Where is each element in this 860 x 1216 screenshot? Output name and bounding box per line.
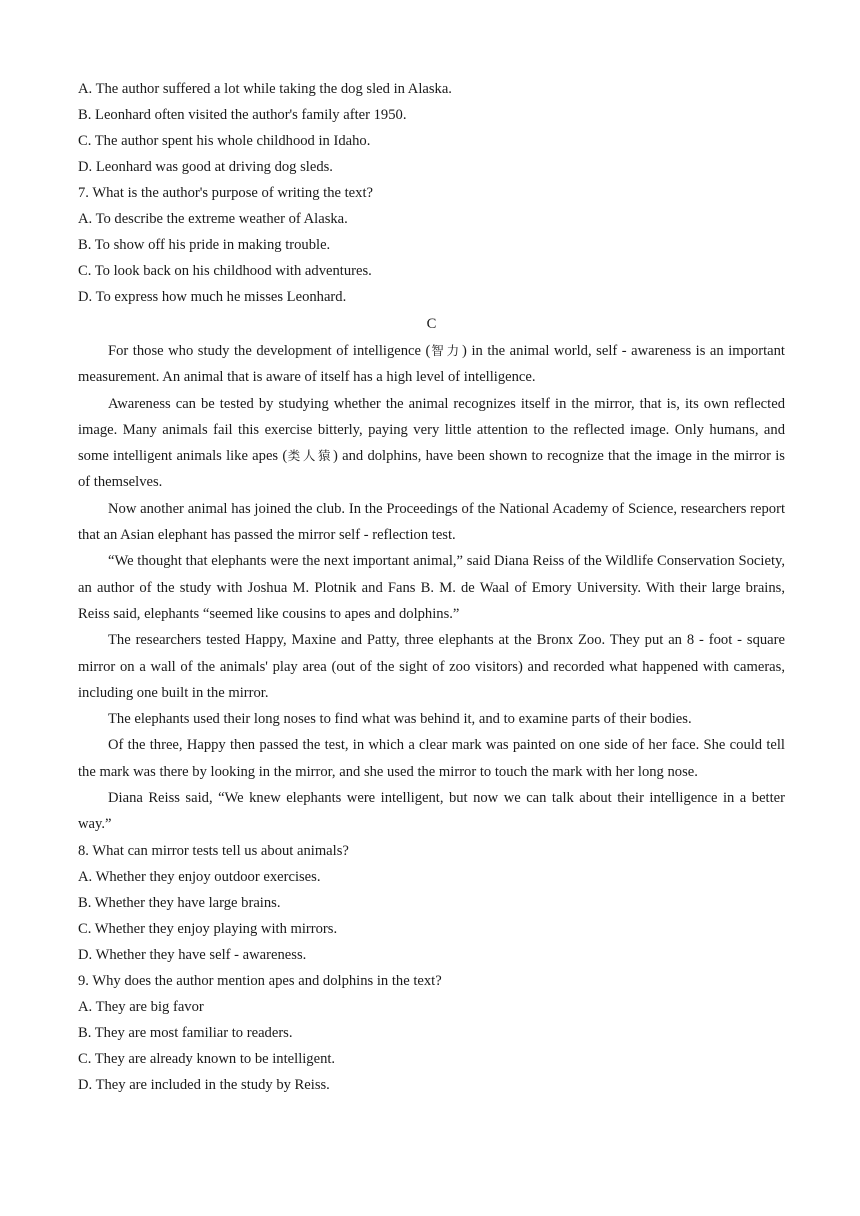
- option-a: A. The author suffered a lot while taking the dog sled in Alaska.: [78, 81, 452, 97]
- paragraph-text: For those who study the development of intelligence (: [108, 343, 431, 359]
- question-8: [78, 838, 785, 968]
- paragraph-text: ) and dolphins, have been shown to recognize that the image in the mirror is of themselves.: [78, 448, 785, 491]
- question-9: [78, 968, 785, 1098]
- option-d: D. Whether they have self - awareness.: [78, 946, 307, 963]
- option-c: C. To look back on his childhood with adventures.: [78, 263, 372, 279]
- chinese-gloss: 智力: [430, 343, 463, 358]
- section-heading: C: [426, 316, 437, 332]
- option-a: A. They are big favor: [78, 998, 204, 1015]
- question-7: [78, 180, 785, 310]
- question-text: 8. What can mirror tests tell us about animals?: [78, 842, 349, 859]
- passage-paragraph-4: “We thought that elephants were the next important animal,” said Diana Reiss of the Wildlife Conservation Society, an author of the study with Joshua M. Plotnik and Fans B. M. de Waal of Emory University. With their large brains, Reiss said, elephants “seemed like cousins to apes and dolphins.”: [78, 553, 785, 622]
- option-b: B. To show off his pride in making trouble.: [78, 237, 331, 253]
- passage-paragraph-1: [78, 338, 785, 391]
- option-d: D. To express how much he misses Leonhard.: [78, 289, 347, 305]
- paragraph-text: Awareness can be tested by studying whether the animal recognizes itself in the mirror, that is, its own reflected image. Many animals fail this exercise bitterly, paying very little attention to the reflected image. Only humans, and some intelligent animals like apes (: [78, 395, 785, 465]
- q6-options: [78, 76, 785, 180]
- question-text: 7. What is the author's purpose of writing the text?: [78, 185, 373, 201]
- question-text: 9. Why does the author mention apes and dolphins in the text?: [78, 972, 442, 989]
- paragraph-text: ) in the animal world, self - awareness is an important measurement. An animal that is aware of itself has a high level of intelligence.: [78, 343, 785, 386]
- option-b: B. Leonhard often visited the author's family after 1950.: [78, 107, 407, 123]
- reading-passage: [78, 338, 785, 838]
- passage-paragraph-6: The elephants used their long noses to find what was behind it, and to examine parts of their bodies.: [108, 711, 692, 728]
- passage-paragraph-8: Diana Reiss said, “We knew elephants were intelligent, but now we can talk about their intelligence in a better way.”: [78, 790, 785, 833]
- option-c: C. They are already known to be intelligent.: [78, 1050, 336, 1067]
- option-c: C. The author spent his whole childhood in Idaho.: [78, 133, 371, 149]
- option-b: B. Whether they have large brains.: [78, 894, 281, 911]
- option-a: A. To describe the extreme weather of Alaska.: [78, 211, 348, 227]
- option-b: B. They are most familiar to readers.: [78, 1024, 293, 1041]
- chinese-gloss: 类人猿: [287, 448, 334, 464]
- exam-page: [78, 76, 785, 1098]
- option-c: C. Whether they enjoy playing with mirrors.: [78, 920, 338, 937]
- option-d: D. They are included in the study by Reiss.: [78, 1076, 330, 1093]
- passage-paragraph-7: Of the three, Happy then passed the test, in which a clear mark was painted on one side of her face. She could tell the mark was there by looking in the mirror, and she used the mirror to touch the mark with her long nose.: [78, 737, 785, 780]
- option-a: A. Whether they enjoy outdoor exercises.: [78, 868, 321, 885]
- passage-paragraph-5: The researchers tested Happy, Maxine and Patty, three elephants at the Bronx Zoo. They put an 8 - foot - square mirror on a wall of the animals' play area (out of the sight of zoo visitors) and recorded what happened with cameras, including one built in the mirror.: [78, 632, 785, 701]
- passage-paragraph-3: Now another animal has joined the club. In the Proceedings of the National Academy of Science, researchers report that an Asian elephant has passed the mirror self - reflection test.: [78, 500, 785, 544]
- option-d: D. Leonhard was good at driving dog sleds.: [78, 159, 333, 175]
- passage-paragraph-2: [78, 391, 785, 496]
